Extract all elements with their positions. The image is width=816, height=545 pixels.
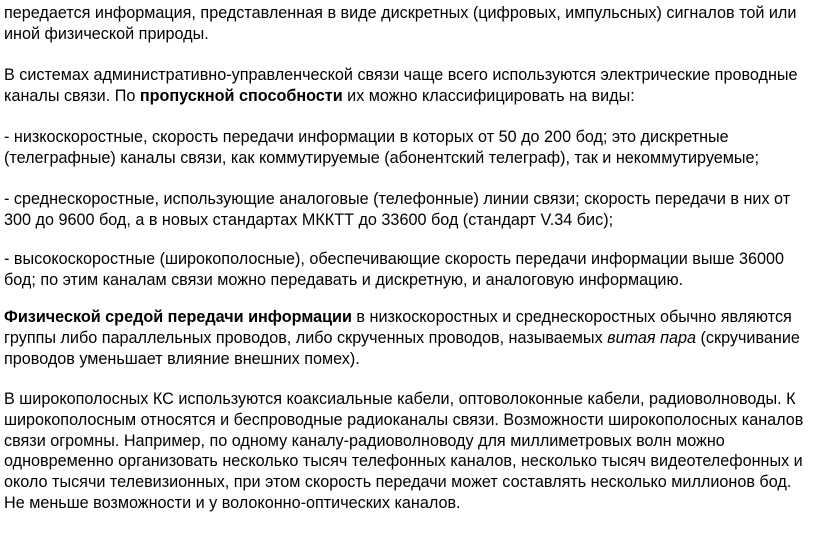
bold-term-physical-medium: Физической средой передачи информации <box>4 308 352 326</box>
paragraph-intro: передается информация, представленная в виде дискретных (цифровых, импульсных) сигналов той или иной физической природы. <box>4 4 797 43</box>
list-item-high-speed: - высокоскоростные (широкополосные), обеспечивающие скорость передачи информации выше 36000 бод; по этим каналам связи можно передавать и дискретную, и аналоговую информацию. <box>4 250 785 289</box>
paragraph-classification-text-start: В системах административно-управленческой связи чаще всего используются электрические проводные каналы связи. По <box>4 66 798 105</box>
list-item-low-speed: - низкоскоростные, скорость передачи информации в которых от 50 до 200 бод; это дискретные (телеграфные) каналы связи, как коммутируемые (абонентский телеграф), так и некоммутируемые; <box>4 128 760 167</box>
list-item-medium-speed: - среднескоростные, использующие аналоговые (телефонные) линии связи; скорость передачи в них от 300 до 9600 бод, а в новых стандартах МККТТ до 33600 бод (стандарт V.34 бис); <box>4 190 791 229</box>
paragraph-physical-medium <box>4 307 810 369</box>
paragraph-physical-medium-text-end: (скручивание проводов уменьшает влияние внешних помех). <box>4 328 800 368</box>
paragraph-classification <box>4 65 810 107</box>
paragraph-classification-text-end: их можно классифицировать на виды: <box>342 86 635 105</box>
paragraph-physical-medium-text: в низкоскоростных и среднескоростных обычно являются группы либо параллельных проводов, либо скрученных проводов, называемых <box>4 308 792 347</box>
italic-term-twisted-pair: витая пара <box>607 328 696 347</box>
paragraph-broadband: В широкополосных КС используются коаксиальные кабели, оптоволоконные кабели, радиоволноводы. К широкополосным относятся и беспроводные радиоканалы связи. Возможности широкополосных каналов связи огромны. Например, по одному каналу-радиоволноводу для миллиметровых волн можно одновременно организовать несколько тысяч телефонных каналов, несколько тысяч видеотелефонных и около тысячи телевизионных, при этом скорость передачи может составлять несколько миллионов бод. Не меньше возможности и у волоконно-оптических каналов. <box>4 390 804 512</box>
bold-term-bandwidth: пропускной способности <box>139 86 343 105</box>
